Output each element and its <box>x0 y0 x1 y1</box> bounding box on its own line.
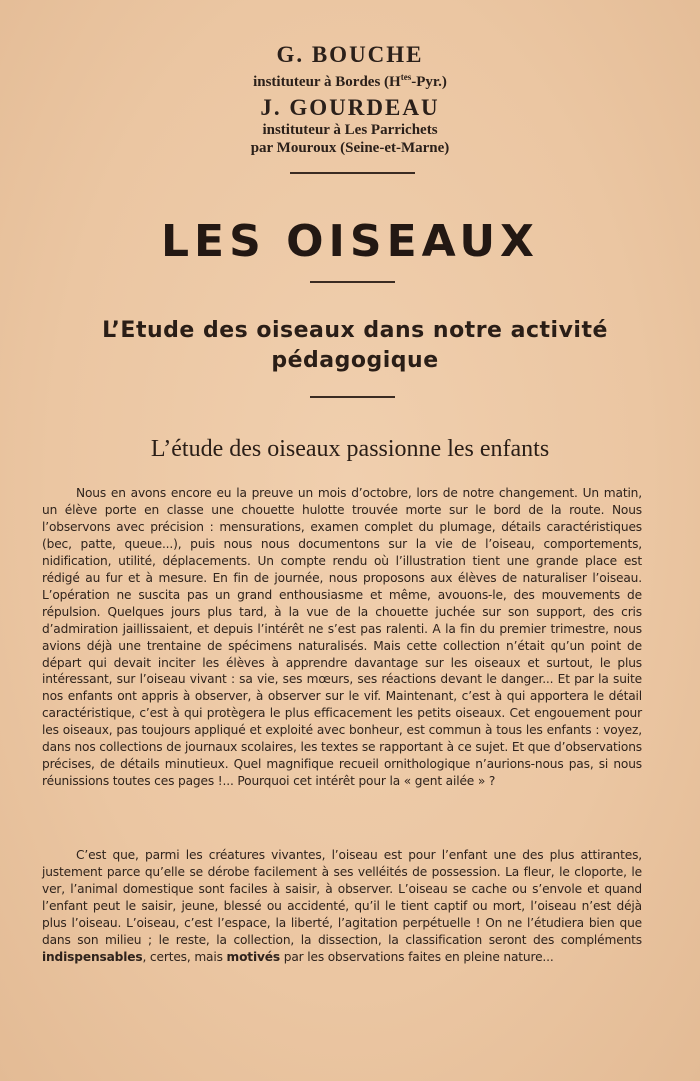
divider-rule-3 <box>310 396 395 398</box>
author-name-1: G. BOUCHE <box>276 42 424 67</box>
author-affiliation-2a: instituteur à Les Parrichets <box>262 122 438 138</box>
body-paragraph-2 <box>42 847 642 966</box>
author-affiliation-1-sup: tes <box>400 72 412 82</box>
paragraph-2-bold-1: indispensables <box>42 949 143 964</box>
author-affiliation-1 <box>0 68 700 91</box>
page-title: LES OISEAUX <box>161 216 539 267</box>
author-affiliation-1-text: instituteur à Bordes (H <box>253 74 401 90</box>
paragraph-2-text-2: , certes, mais <box>142 949 227 964</box>
page-subtitle: L’Etude des oiseaux dans notre activité pédagogique <box>102 318 608 373</box>
paragraph-2-text-3: par les observations faites en pleine nature... <box>280 949 554 964</box>
divider-rule-1 <box>290 172 415 174</box>
authors-block <box>0 42 700 157</box>
author-name-2: J. GOURDEAU <box>260 95 440 120</box>
author-affiliation-1-end: -Pyr.) <box>411 74 447 90</box>
paragraph-2-text-1: C’est que, parmi les créatures vivantes, l’oiseau est pour l’enfant une des plus attirantes, justement parce qu’elle se dérobe facilement à ses velléités de possession. La fleur, le cloporte, le ver, l’animal domestique sont faciles à saisir, à observer. L’oiseau se cache ou s’envole et quand l’enfant peut le saisir, jeune, blessé ou accidenté, qu’il le tient captif ou mort, l’oiseau n’est déjà plus l’oiseau. L’oiseau, c’est l’espace, la liberté, l’agitation perpétuelle ! On ne l’étudiera bien que dans son milieu ; le reste, la collection, la dissection, la classification seront des compléments <box>42 848 642 947</box>
body-paragraph-1: Nous en avons encore eu la preuve un mois d’octobre, lors de notre changement. Un matin, un élève porte en classe une chouette hulotte trouvée morte sur le bord de la route. Nous l’observons avec précision : mensurations, examen complet du plumage, détails caractéristiques (bec, patte, queue...), puis nous nous documentons sur la vie de l’oiseau, comportements, nidification, utilité, déplacements. Un compte rendu où l’illustration tient une grande place est rédigé au fur et à mesure. En fin de journée, nous proposons aux élèves de naturaliser l’oiseau. L’opération ne suscita pas un grand enthousiasme et même, avouons-le, des mouvements de répulsion. Quelques jours plus tard, à la vue de la chouette juchée sur son support, des cris d’admiration jaillissaient, et depuis l’intérêt ne s’est pas ralenti. A la fin du premier trimestre, nous avions déjà une trentaine de spécimens naturalisés. Mais cette collection n’était qu’un point de départ qui devait inciter les élèves à apprendre davantage sur les oiseaux et surtout, le plus intéressant, sur l’oiseau vivant : sa vie, ses mœurs, ses réactions devant le danger... Et par la suite nos enfants ont appris à observer, à observer sur le vif. Maintenant, c’est à qui apportera le détail caractéristique, c’est à qui protègera le plus efficacement les petits oiseaux. Cet engouement pour les oiseaux, pas toujours appliqué et exploité avec bonheur, est commun à tous les enfants : voyez, dans nos collections de journaux scolaires, les textes se rapportant à ce sujet. Et que d’observations précises, de détails minutieux. Quel magnifique recueil ornithologique n’aurions-nous pas, si nous réunissions toutes ces pages !... Pourquoi cet intérêt pour la « gent ailée » ? <box>42 486 642 789</box>
divider-rule-2 <box>310 281 395 283</box>
author-affiliation-2b: par Mouroux (Seine-et-Marne) <box>250 140 450 156</box>
paragraph-2-bold-2: motivés <box>226 949 281 964</box>
section-heading: L’étude des oiseaux passionne les enfants <box>150 436 550 462</box>
